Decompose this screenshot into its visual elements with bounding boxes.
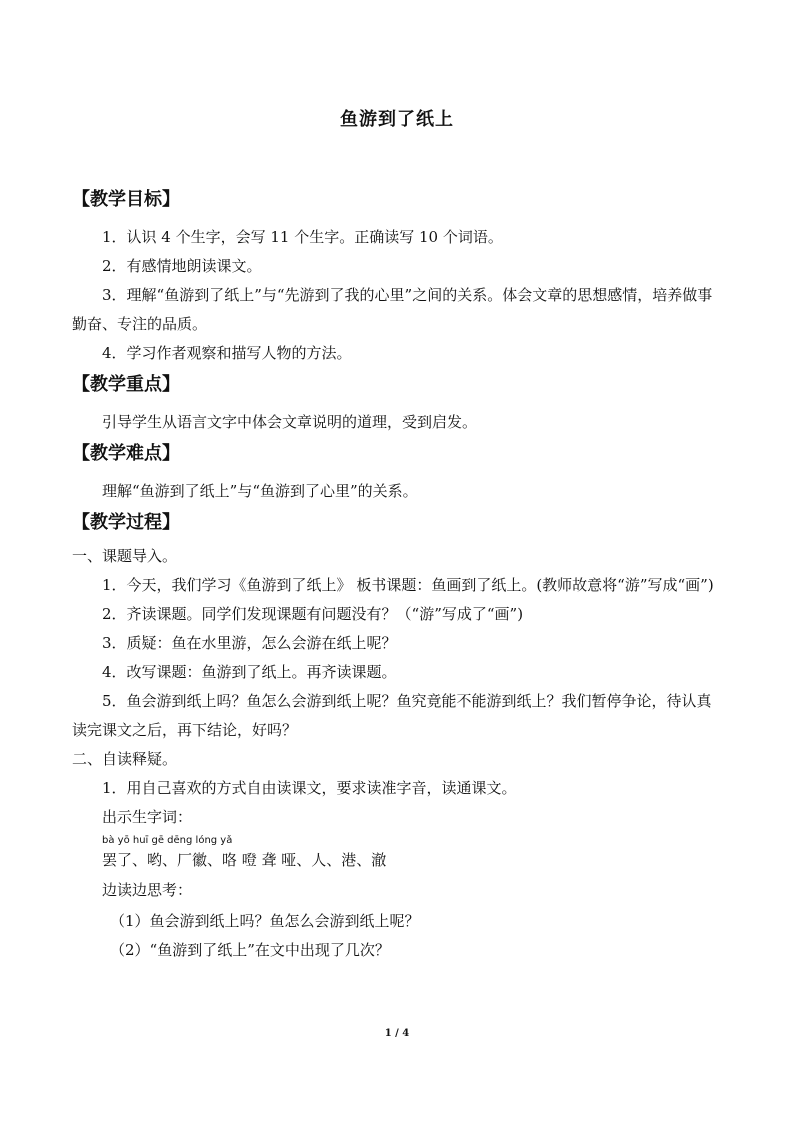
key-points-text: 引导学生从语言文字中体会文章说明的道理，受到启发。 [102, 413, 478, 431]
page-title: 鱼游到了纸上 [340, 109, 454, 130]
part1-item: 1．今天，我们学习《鱼游到了纸上》 板书课题：鱼画到了纸上。(教师故意将“游”写成“画”) [102, 576, 714, 594]
goal-item: 4．学习作者观察和描写人物的方法。 [102, 344, 352, 362]
part1-item: 2．齐读课题。同学们发现课题有问题没有？（“游”写成了“画”) [102, 605, 524, 623]
new-words-pinyin: bà yō huī gē dēng lóng yǎ [102, 835, 233, 846]
goal-item: 3．理解“鱼游到了纸上”与“先游到了我的心里”之间的关系。体会文章的思想感情，培养做事勤奋、专注的品质。 [72, 286, 713, 333]
goals-heading: 【教学目标】 [72, 189, 180, 210]
document-body [72, 183, 722, 965]
key-points-heading: 【教学重点】 [72, 374, 180, 395]
page-number: 1 / 4 [384, 1028, 410, 1039]
goal-item: 2．有感情地朗读课文。 [102, 257, 262, 275]
part1-title: 一、课题导入。 [72, 547, 178, 565]
process-heading: 【教学过程】 [72, 512, 180, 533]
part1-item: 4．改写课题：鱼游到了纸上。再齐读课题。 [102, 663, 397, 681]
difficult-points-text: 理解“鱼游到了纸上”与“鱼游到了心里”的关系。 [102, 482, 418, 500]
part1-item: 5．鱼会游到纸上吗？鱼怎么会游到纸上呢？鱼究竟能不能游到纸上？我们暂停争论，待认真读完课文之后，再下结论，好吗？ [72, 692, 712, 739]
part1-item: 3．质疑：鱼在水里游，怎么会游在纸上呢？ [102, 634, 397, 652]
part2-title: 二、自读释疑。 [72, 750, 178, 768]
goal-item: 1．认识 4 个生字，会写 11 个生字。正确读写 10 个词语。 [102, 228, 503, 246]
show-words-label: 出示生字词： [102, 808, 193, 826]
new-words-chars: 罢了、哟、厂徽、咯 噔 聋 哑、人、港、澈 [102, 851, 387, 869]
new-words-line [72, 832, 722, 876]
difficult-points-heading: 【教学难点】 [72, 443, 180, 464]
question-item: （1）鱼会游到纸上吗？鱼怎么会游到纸上呢？ [110, 912, 420, 930]
think-label: 边读边思考： [102, 881, 193, 899]
question-item: （2）“鱼游到了纸上”在文中出现了几次？ [110, 941, 390, 959]
part2-item: 1．用自己喜欢的方式自由读课文，要求读准字音，读通课文。 [102, 779, 517, 797]
